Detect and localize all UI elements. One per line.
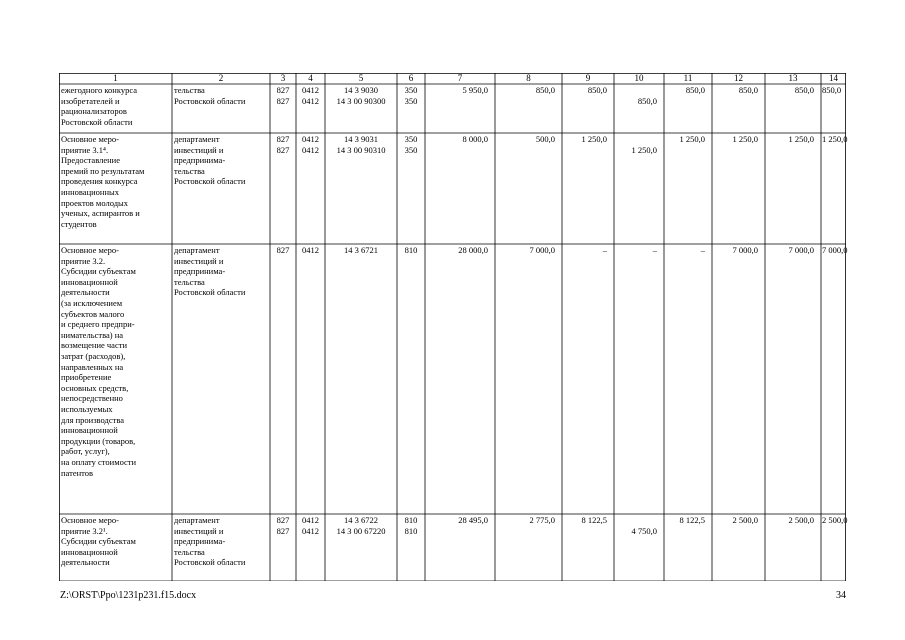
- column-header: 7: [457, 73, 463, 83]
- table-cell-col-14: 850,0: [822, 85, 842, 95]
- table-cell-col-6: 350: [404, 96, 418, 106]
- row-description-line: деятельности: [61, 557, 110, 568]
- column-header: 13: [788, 73, 798, 83]
- row-description-line: Субсидии субъектам: [61, 536, 136, 547]
- row-description-line: приобретение: [61, 372, 112, 383]
- row-description-line: Предоставление: [61, 155, 120, 166]
- row-description-line: нимательства) на: [61, 329, 124, 340]
- row-executor-line: предпринима-: [174, 155, 226, 166]
- table-cell-col-6: 810: [404, 526, 418, 536]
- table-cell-col-10: –: [652, 245, 657, 255]
- row-description-line: Основное меро-: [61, 515, 120, 525]
- row-description-line: используемых: [61, 404, 113, 414]
- row-executor-line: департамент: [174, 515, 220, 525]
- table-cell-col-8: 850,0: [535, 85, 555, 95]
- row-description-line: направленных на: [61, 361, 124, 372]
- table-cell-col-11: 1 250,0: [679, 134, 705, 144]
- table-cell-col-5: 14 3 00 90300: [336, 96, 386, 106]
- table-cell-col-6: 810: [404, 245, 418, 255]
- row-description-line: рационализаторов: [61, 106, 127, 117]
- row-executor-line: Ростовской области: [174, 95, 246, 106]
- table-cell-col-10: 1 250,0: [631, 145, 657, 155]
- row-executor-line: инвестиций и: [174, 144, 224, 155]
- table-cell-col-9: –: [602, 245, 607, 255]
- table-cell-col-3: 827: [276, 134, 290, 144]
- row-description-line: инновационной: [61, 546, 118, 557]
- table-cell-col-13: 7 000,0: [788, 245, 814, 255]
- row-description-line: инновационных: [61, 187, 119, 197]
- table-cell-col-11: 8 122,5: [679, 515, 705, 525]
- table-cell-col-4: 0412: [302, 515, 319, 525]
- table-cell-col-5: 14 3 6721: [344, 245, 378, 255]
- table-cell-col-3: 827: [276, 515, 290, 525]
- row-executor-line: инвестиций и: [174, 255, 224, 266]
- table-cell-col-5: 14 3 9031: [344, 134, 378, 144]
- row-description-line: для производства: [61, 414, 125, 425]
- row-description-line: приятие 3.1⁴.: [61, 144, 109, 155]
- table-cell-col-13: 1 250,0: [788, 134, 814, 144]
- row-description-line: Основное меро-: [61, 134, 120, 144]
- table-cell-col-5: 14 3 00 90310: [336, 145, 386, 155]
- row-executor-line: тельства: [174, 546, 205, 557]
- row-executor-line: предпринима-: [174, 266, 226, 277]
- table-cell-col-11: –: [700, 245, 705, 255]
- column-header: 5: [358, 73, 364, 83]
- row-description-line: затрат (расходов),: [61, 351, 126, 361]
- table-cell-col-9: 850,0: [587, 85, 607, 95]
- row-description-line: непосредственно: [61, 393, 123, 404]
- table-cell-col-4: 0412: [302, 96, 319, 106]
- column-header: 6: [408, 73, 414, 83]
- row-description-line: проектов молодых: [61, 197, 128, 208]
- row-executor-line: предпринима-: [174, 536, 226, 547]
- table-cell-col-5: 14 3 6722: [344, 515, 378, 525]
- column-header: 10: [634, 73, 644, 83]
- row-description-line: субъектов малого: [61, 308, 125, 319]
- row-description-line: основных средств,: [61, 382, 129, 393]
- row-description-line: продукции (товаров,: [61, 435, 136, 446]
- row-description-line: на оплату стоимости: [61, 457, 137, 467]
- row-description-line: ученых, аспирантов и: [61, 208, 140, 219]
- table-cell-col-8: 500,0: [535, 134, 555, 144]
- row-description-line: инновационной: [61, 425, 118, 436]
- table-cell-col-5: 14 3 9030: [344, 85, 378, 95]
- row-executor-line: инвестиций и: [174, 525, 224, 536]
- table-cell-col-4: 0412: [302, 85, 319, 95]
- row-description-line: изобретателей и: [61, 95, 120, 106]
- table-cell-col-14: 7 000,0: [822, 245, 848, 255]
- table-cell-col-7: 5 950,0: [462, 85, 488, 95]
- table-cell-col-14: 1 250,0: [822, 134, 848, 144]
- row-description-line: Ростовской области: [61, 116, 133, 127]
- table-cell-col-7: 8 000,0: [462, 134, 488, 144]
- row-description-line: Субсидии субъектам: [61, 266, 136, 277]
- column-header: 8: [526, 73, 531, 83]
- table-cell-col-7: 28 000,0: [458, 245, 488, 255]
- row-description-line: проведения конкурса: [61, 176, 138, 187]
- table-cell-col-12: 1 250,0: [732, 134, 758, 144]
- row-executor-line: тельства: [174, 85, 205, 95]
- table-cell-col-10: 4 750,0: [631, 526, 657, 536]
- table-cell-col-3: 827: [276, 145, 290, 155]
- row-description-line: (за исключением: [61, 298, 123, 308]
- row-executor-line: Ростовской области: [174, 176, 246, 187]
- table-cell-col-3: 827: [276, 85, 290, 95]
- row-description-line: инновационной: [61, 276, 118, 287]
- row-executor-line: департамент: [174, 134, 220, 144]
- table-cell-col-5: 14 3 00 67220: [336, 526, 386, 536]
- column-header: 9: [585, 73, 591, 83]
- table-cell-col-8: 7 000,0: [529, 245, 555, 255]
- budget-table: [59, 73, 846, 581]
- row-executor-line: департамент: [174, 245, 220, 255]
- table-cell-col-3: 827: [276, 526, 290, 536]
- row-executor-line: Ростовской области: [174, 287, 246, 298]
- row-description-line: патентов: [61, 467, 94, 478]
- row-description-line: Основное меро-: [61, 245, 120, 255]
- row-description-line: премий по результатам: [61, 165, 145, 176]
- page-number: 34: [836, 590, 846, 601]
- table-cell-col-13: 2 500,0: [788, 515, 814, 525]
- table-cell-col-3: 827: [276, 96, 290, 106]
- row-executor-line: тельства: [174, 276, 205, 287]
- column-header: 4: [308, 73, 313, 83]
- row-executor-line: Ростовской области: [174, 557, 246, 568]
- table-cell-col-10: 850,0: [637, 96, 657, 106]
- column-header: 3: [280, 73, 286, 83]
- row-description-line: работ, услуг),: [61, 446, 110, 457]
- row-description-line: возмещение части: [61, 340, 127, 351]
- table-cell-col-9: 1 250,0: [581, 134, 607, 144]
- table-cell-col-4: 0412: [302, 245, 319, 255]
- column-header: 11: [683, 73, 693, 83]
- table-cell-col-7: 28 495,0: [458, 515, 488, 525]
- table-cell-col-6: 350: [404, 85, 418, 95]
- table-cell-col-11: 850,0: [685, 85, 705, 95]
- row-description-line: и среднего предпри-: [61, 319, 135, 330]
- table-cell-col-12: 7 000,0: [732, 245, 758, 255]
- row-description-line: студентов: [61, 218, 97, 229]
- column-header: 1: [113, 73, 118, 83]
- table-cell-col-12: 850,0: [738, 85, 758, 95]
- row-description-line: приятие 3.2¹.: [61, 525, 108, 536]
- table-cell-col-6: 810: [404, 515, 418, 525]
- row-description-line: ежегодного конкурса: [61, 85, 138, 95]
- table-cell-col-8: 2 775,0: [529, 515, 555, 525]
- column-header: 12: [734, 73, 743, 83]
- table-cell-col-13: 850,0: [794, 85, 814, 95]
- column-header: 14: [829, 73, 838, 83]
- table-cell-col-3: 827: [276, 245, 290, 255]
- row-description-line: деятельности: [61, 287, 110, 298]
- table-cell-col-4: 0412: [302, 526, 319, 536]
- table-cell-col-9: 8 122,5: [581, 515, 607, 525]
- table-cell-col-6: 350: [404, 145, 418, 155]
- table-cell-col-4: 0412: [302, 145, 319, 155]
- row-executor-line: тельства: [174, 165, 205, 176]
- column-header: 2: [218, 73, 224, 83]
- table-cell-col-4: 0412: [302, 134, 319, 144]
- table-cell-col-14: 2 500,0: [822, 515, 848, 525]
- footer-file-path: Z:\ORST\Ppo\1231p231.f15.docx: [60, 590, 197, 601]
- table-cell-col-6: 350: [404, 134, 418, 144]
- row-description-line: приятие 3.2.: [61, 255, 106, 266]
- table-cell-col-12: 2 500,0: [732, 515, 758, 525]
